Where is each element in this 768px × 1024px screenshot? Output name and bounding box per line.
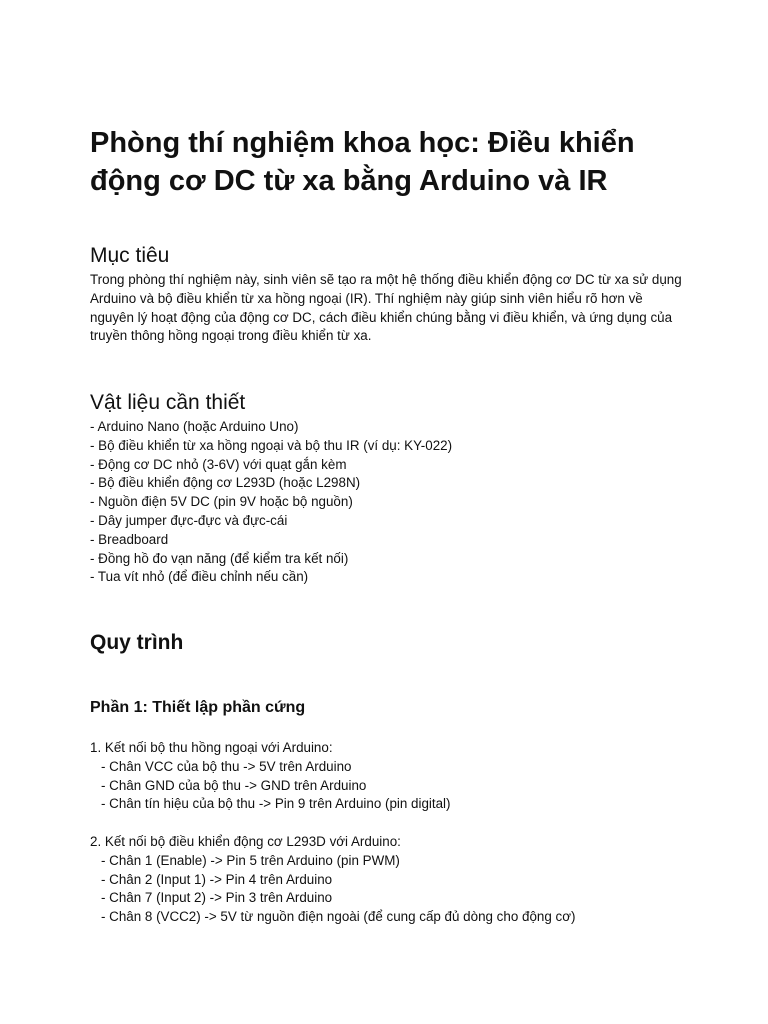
materials-list	[90, 418, 452, 587]
list-item: - Tua vít nhỏ (để điều chỉnh nếu cần)	[90, 569, 309, 585]
list-item: - Đồng hồ đo vạn năng (để kiểm tra kết nối)	[90, 550, 349, 566]
list-item: - Chân 7 (Input 2) -> Pin 3 trên Arduino	[101, 890, 333, 906]
list-item: - Breadboard	[90, 531, 169, 547]
step-title: 1. Kết nối bộ thu hồng ngoại với Arduino:	[90, 740, 333, 755]
procedure-heading: Quy trình	[90, 631, 184, 654]
list-item: - Arduino Nano (hoặc Arduino Uno)	[90, 419, 299, 434]
list-item: - Chân 1 (Enable) -> Pin 5 trên Arduino (pin PWM)	[101, 852, 400, 868]
step-title: 2. Kết nối bộ điều khiển động cơ L293D với Arduino:	[90, 834, 401, 849]
list-item: - Chân GND của bộ thu -> GND trên Arduino	[101, 777, 367, 793]
materials-heading: Vật liệu cần thiết	[90, 391, 246, 414]
title-line-1: Phòng thí nghiệm khoa học: Điều khiển	[90, 127, 635, 159]
part1-heading: Phần 1: Thiết lập phần cứng	[90, 699, 306, 716]
list-item: - Chân VCC của bộ thu -> 5V trên Arduino	[101, 758, 352, 774]
list-item: - Động cơ DC nhỏ (3-6V) với quạt gắn kèm	[90, 456, 347, 472]
objective-heading: Mục tiêu	[90, 244, 170, 267]
title-line-2: động cơ DC từ xa bằng Arduino và IR	[90, 165, 608, 197]
list-item: - Chân tín hiệu của bộ thu -> Pin 9 trên Arduino (pin digital)	[101, 796, 451, 812]
list-item: - Bộ điều khiển từ xa hồng ngoại và bộ thu IR (ví dụ: KY-022)	[90, 437, 453, 453]
list-item: - Nguồn điện 5V DC (pin 9V hoặc bộ nguồn)	[90, 494, 353, 510]
list-item: - Dây jumper đực-đực và đực-cái	[90, 512, 288, 528]
step2-list	[90, 833, 575, 927]
step1-list	[90, 739, 450, 814]
document-title	[90, 124, 690, 200]
list-item: - Chân 2 (Input 1) -> Pin 4 trên Arduino	[101, 871, 333, 887]
objective-paragraph: Trong phòng thí nghiệm này, sinh viên sẽ tạo ra một hệ thống điều khiển động cơ DC từ xa sử dụng Arduino và bộ điều khiển từ xa hồng ngoại (IR). Thí nghiệm này giúp sinh viên hiểu rõ hơn về nguyên lý hoạt động của động cơ DC, cách điều khiển chúng bằng vi điều khiển, và ứng dụng của truyền thông hồng ngoại trong điều khiển từ xa.	[90, 272, 682, 344]
list-item: - Chân 8 (VCC2) -> 5V từ nguồn điện ngoài (để cung cấp đủ dòng cho động cơ)	[101, 909, 576, 925]
list-item: - Bộ điều khiển động cơ L293D (hoặc L298N)	[90, 475, 361, 491]
